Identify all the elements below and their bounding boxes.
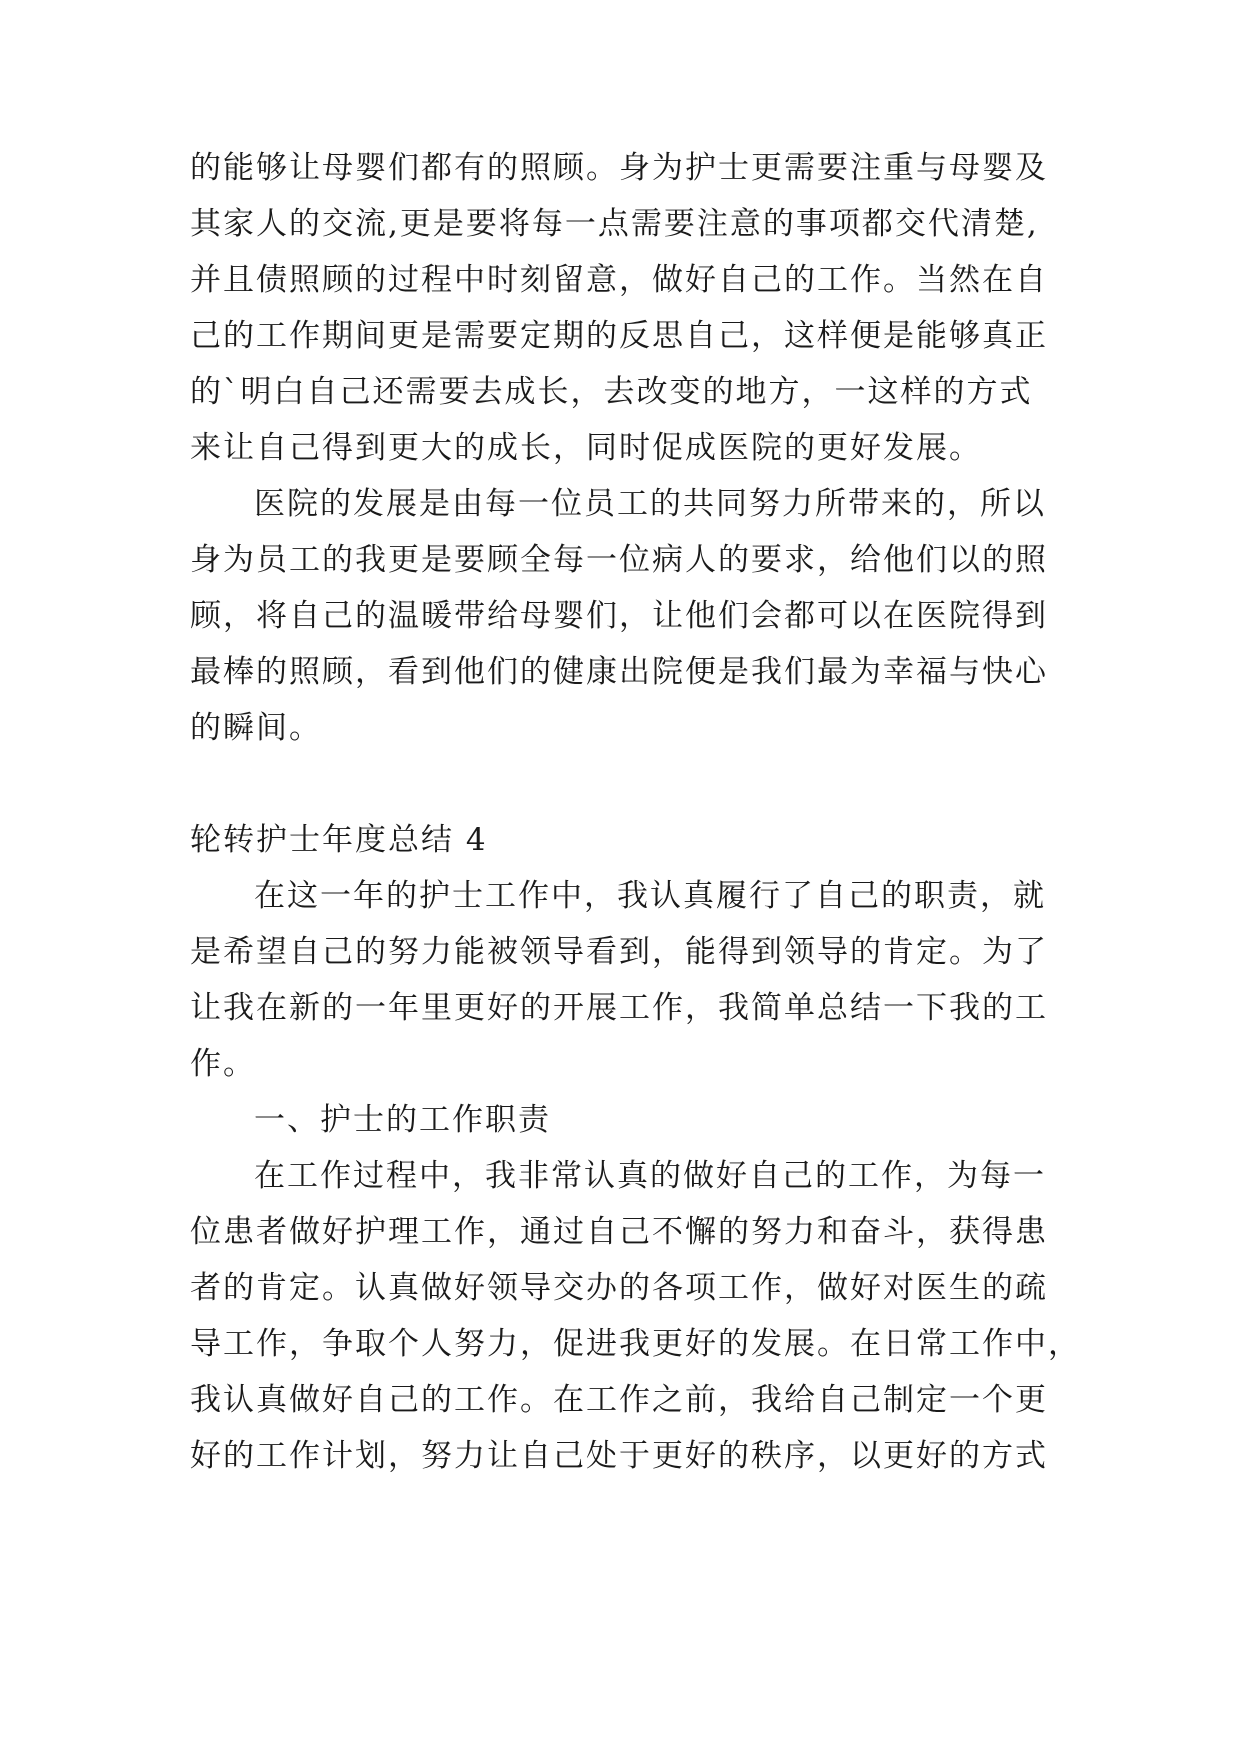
text-line: 作。 [190,1046,256,1082]
section-heading: 轮转护士年度总结 4 [190,822,488,858]
text-line: 其家人的交流,更是要将每一点需要注意的事项都交代清楚, [190,206,1039,242]
paragraph-start-line: 在这一年的护士工作中，我认真履行了自己的职责，就 [254,878,1046,914]
text-line: 位患者做好护理工作，通过自己不懈的努力和奋斗，获得患 [190,1214,1048,1250]
paragraph-start-line: 医院的发展是由每一位员工的共同努力所带来的，所以 [254,486,1046,522]
text-line: 最棒的照顾，看到他们的健康出院便是我们最为幸福与快心 [190,654,1048,690]
subsection-heading: 一、护士的工作职责 [254,1102,551,1138]
text-line: 者的肯定。认真做好领导交办的各项工作，做好对医生的疏 [190,1270,1048,1306]
text-line: 的能够让母婴们都有的照顾。身为护士更需要注重与母婴及 [190,150,1048,186]
paragraph-start-line: 在工作过程中，我非常认真的做好自己的工作，为每一 [254,1158,1046,1194]
text-line: 的`明白自己还需要去成长，去改变的地方，一这样的方式 [190,374,1033,410]
text-line: 让我在新的一年里更好的开展工作，我简单总结一下我的工 [190,990,1048,1026]
text-line: 顾，将自己的温暖带给母婴们，让他们会都可以在医院得到 [190,598,1048,634]
text-line: 我认真做好自己的工作。在工作之前，我给自己制定一个更 [190,1382,1048,1418]
text-line: 并且债照顾的过程中时刻留意，做好自己的工作。当然在自 [190,262,1048,298]
text-line: 己的工作期间更是需要定期的反思自己，这样便是能够真正 [190,318,1048,354]
text-line: 好的工作计划，努力让自己处于更好的秩序，以更好的方式 [190,1438,1048,1474]
text-line: 身为员工的我更是要顾全每一位病人的要求，给他们以的照 [190,542,1048,578]
text-line: 导工作，争取个人努力，促进我更好的发展。在日常工作中， [190,1326,1081,1362]
text-line: 的瞬间。 [190,710,322,746]
text-line: 来让自己得到更大的成长，同时促成医院的更好发展。 [190,430,982,466]
text-line: 是希望自己的努力能被领导看到，能得到领导的肯定。为了 [190,934,1048,970]
